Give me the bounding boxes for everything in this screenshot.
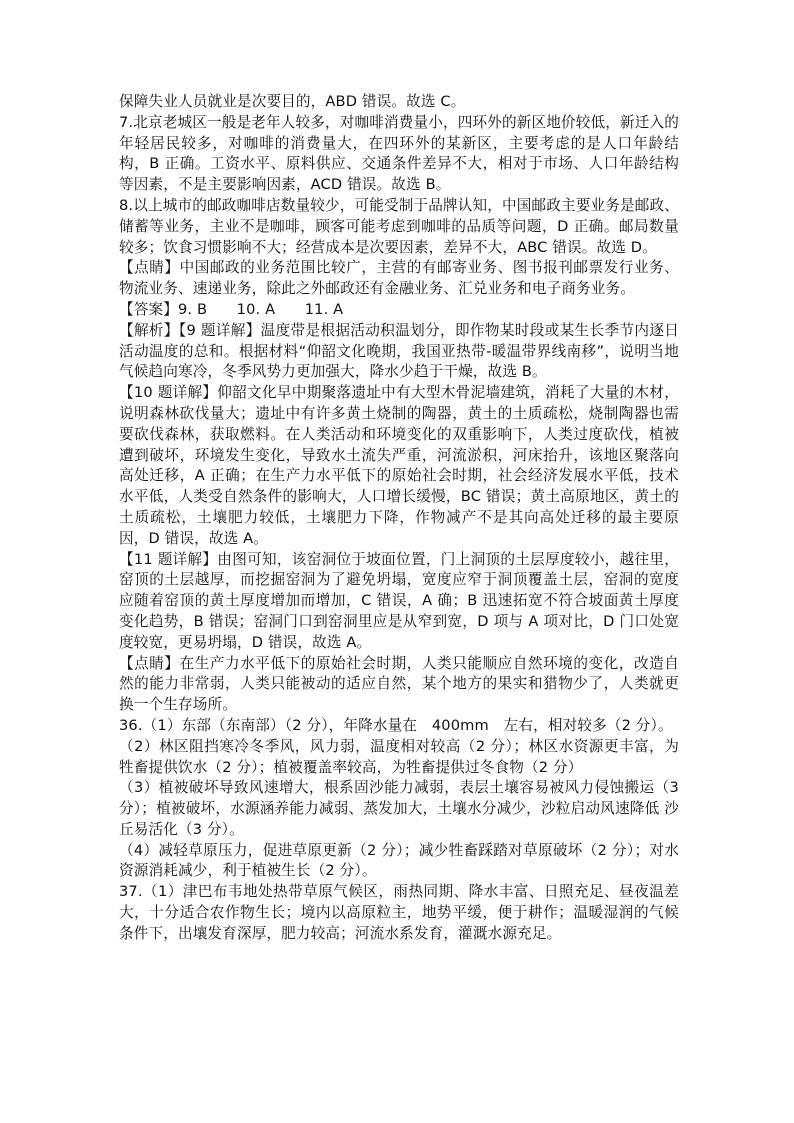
paragraph-q36-part2: （2）林区阻挡寒冷冬季风，风力弱，温度相对较高（2 分）；林区水资源更丰富，为牲畜提供饮水（2 分）；植被覆盖率较高，为牲畜提供过冬食物（2 分） (119, 737, 679, 776)
paragraph-q36-part1: 36.（1）东部（东南部）（2 分），年降水量在 400mm 左右，相对较多（2 分）。 (119, 716, 673, 734)
paragraph-note-primitive-society: 【点睛】在生产力水平低下的原始社会时期，人类只能顺应自然环境的变化，改造自然的能力非常弱，人类只能被动的适应自然，某个地方的果实和猎物少了，人类就更换一个生存场所。 (119, 654, 679, 714)
paragraph-q37-part1: 37.（1）津巴布韦地处热带草原气候区，雨热同期、降水丰富、日照充足、昼夜温差大，十分适合农作物生长；境内以高原粒主，地势平缓，便于耕作；温暖湿润的气候条件下，出壤发育深厚，肥力较高；河流水系发育，灌溉水源充足。 (119, 883, 679, 942)
document-page (119, 92, 679, 945)
paragraph-q9-explanation: 【解析】【9 题详解】温度带是根据活动积温划分，即作物某时段或某生长季节内逐日活动温度的总和。根据材料“仰韶文化晚期，我国亚热带-暖温带界线南移”，说明当地气候趋向寒冷，冬季风势力更加强大，降水少趋于干燥，故选 B。 (119, 321, 679, 381)
paragraph-q36-part4: （4）减轻草原压力，促进草原更新（2 分）；减少牲畜踩踏对草原破坏（2 分）；对水资源消耗减少，利于植被生长（2 分）。 (119, 841, 679, 880)
paragraph-note-postal: 【点睛】中国邮政的业务范围比较广，主营的有邮寄业务、图书报刊邮票发行业务、物流业务、速递业务，除此之外邮政还有金融业务、汇兑业务和电子商务业务。 (119, 259, 679, 298)
paragraph-q36-part3: （3）植被破坏导致风速增大，根系固沙能力减弱，表层土壤容易被风力侵蚀搬运（3 分）；植被破坏，水源涵养能力减弱、蒸发加大，土壤水分减少，沙粒启动风速降低 沙丘易活化（3 分）。 (119, 779, 679, 838)
paragraph-q10-explanation: 【10 题详解】仰韶文化早中期聚落遗址中有大型木骨泥墙建筑，消耗了大量的木材，说明森林砍伐量大；遗址中有许多黄土烧制的陶器，黄土的土质疏松，烧制陶器也需要砍伐森林，获取燃料。在人类活动和环境变化的双重影响下，人类过度砍伐，植被遭到破坏，环境发生变化，导致水土流失严重，河流淤积，河床抬升，该地区聚落向高处迁移，A 正确；在生产力水平低下的原始社会时期，社会经济发展水平低，技术水平低，人类受自然条件的影响大，人口增长缓慢，BC 错误；黄土高原地区，黄土的土质疏松，土壤肥力较低，土壤肥力下降，作物减产不是其向高处迁移的最主要原因，D 错误，故选 A。 (119, 384, 679, 547)
paragraph-q11-explanation: 【11 题详解】由图可知，该窑洞位于坡面位置，门上洞顶的土层厚度较小，越往里，窑顶的土层越厚，而挖掘窑洞为了避免坍塌，宽度应窄于洞顶覆盖土层，窑洞的宽度应随着窑顶的黄土厚度增加而增加，C 错误，A 确；B 迅速拓宽不符合坡面黄土厚度变化趋势，B 错误；窑洞门口到窑洞里应是从窄到宽，D 项与 A 项对比，D 门口处宽度较宽，更易坍塌，D 错误，故选 A。 (119, 550, 679, 651)
paragraph-q7-explanation: 7.北京老城区一般是老年人较多，对咖啡消费量小，四环外的新区地价较低，新迁入的年轻居民较多，对咖啡的消费量大，在四环外的某新区，主要考虑的是人口年龄结构，B 正确。工资水平、原料供应、交通条件差异不大，相对于市场、人口年龄结构等因素，不是主要影响因素，ACD 错误。故选 B。 (119, 113, 679, 194)
paragraph-q8-explanation: 8.以上城市的邮政咖啡店数量较少，可能受制于品牌认知，中国邮政主要业务是邮政、储蓄等业务，主业不是咖啡，顾客可能考虑到咖啡的品质等问题，D 正确。邮局数量较多；饮食习惯影响不大；经营成本是次要因素，差异不大，ABC 错误。故选 D。 (119, 196, 679, 256)
paragraph-answers-9-11: 【答案】9. B 10. A 11. A (119, 300, 344, 318)
paragraph-q6-conclusion: 保障失业人员就业是次要目的，ABD 错误。故选 C。 (119, 93, 466, 110)
